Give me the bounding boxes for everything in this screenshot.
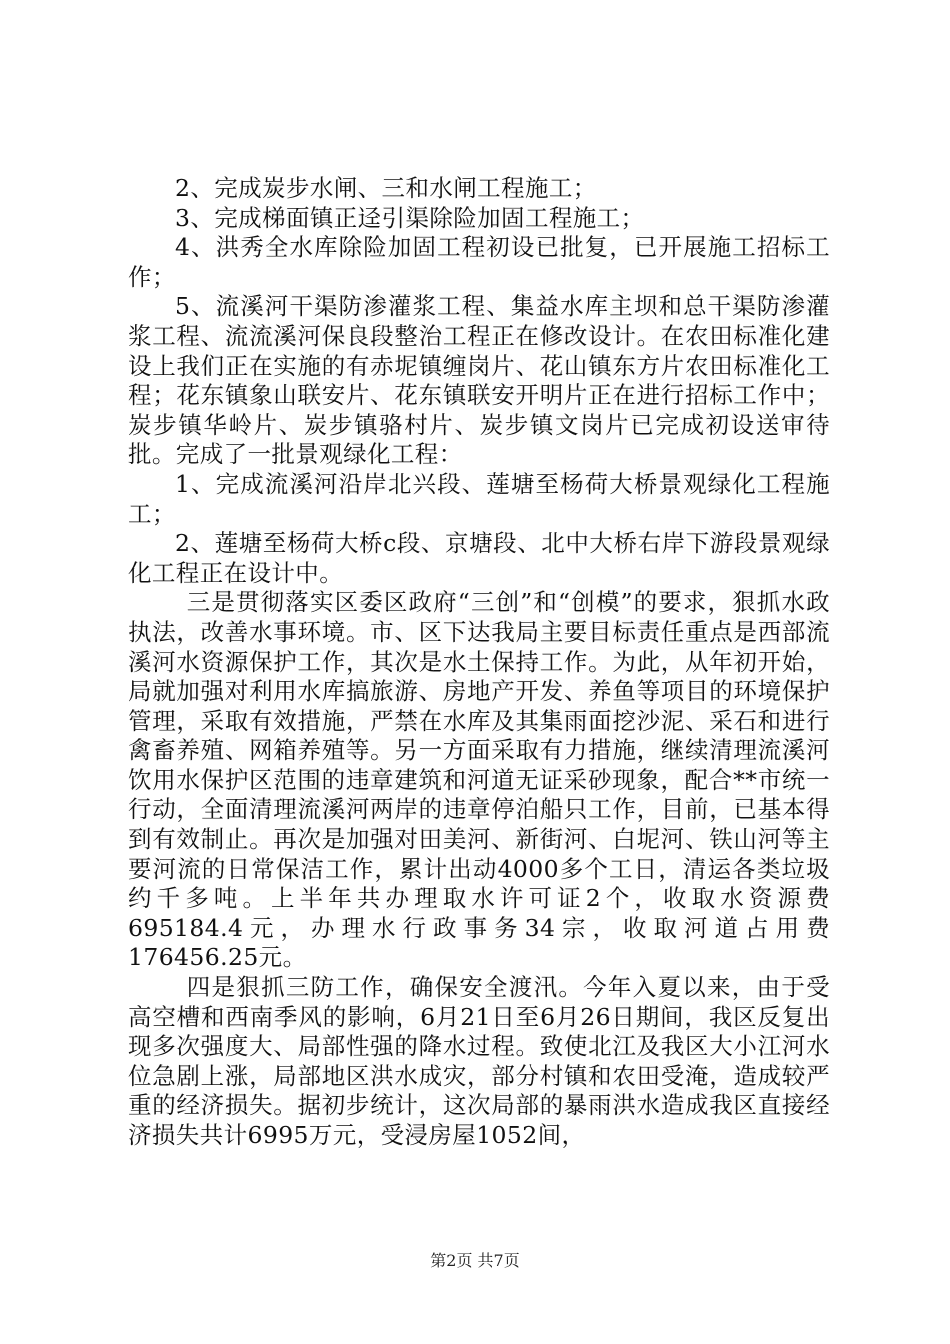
paragraph: 2、完成炭步水闸、三和水闸工程施工； [175, 174, 597, 202]
paragraph: 5、流溪河干渠防渗灌浆工程、集益水库主坝和总干渠防渗灌浆工程、流流溪河保良段整治工程正在修改设计。在农田标准化建设上我们正在实施的有赤坭镇缠岗片、花山镇东方片农田标准化工程；花东镇象山联安片、花东镇联安开明片正在进行招标工作中；炭步镇华岭片、炭步镇骆村片、炭步镇文岗片已完成初设送审待批。完成了一批景观绿化工程： [128, 292, 830, 469]
paragraph: 四是狠抓三防工作，确保安全渡汛。今年入夏以来，由于受高空槽和西南季风的影响，6月21日至6月26日期间，我区反复出现多次强度大、局部性强的降水过程。致使北江及我区大小江河水位急剧上涨，局部地区洪水成灾，部分村镇和农田受淹，造成较严重的经济损失。据初步统计，这次局部的暴雨洪水造成我区直接经济损失共计6995万元，受浸房屋1052间， [128, 973, 830, 1149]
document-body [128, 174, 830, 1151]
paragraph: 1、完成流溪河沿岸北兴段、莲塘至杨荷大桥景观绿化工程施工； [128, 469, 830, 528]
page-number-footer: 第2页 共7页 [430, 1251, 520, 1270]
paragraph: 三是贯彻落实区委区政府“三创”和“创模”的要求，狠抓水政执法，改善水事环境。市、区下达我局主要目标责任重点是西部流溪河水资源保护工作，其次是水土保持工作。为此，从年初开始，局就加强对利用水库搞旅游、房地产开发、养鱼等项目的环境保护管理，采取有效措施，严禁在水库及其集雨面挖沙泥、采石和进行禽畜养殖、网箱养殖等。另一方面采取有力措施，继续清理流溪河饮用水保护区范围的违章建筑和河道无证采砂现象，配合**市统一行动，全面清理流溪河两岸的违章停泊船只工作，目前，已基本得到有效制止。再次是加强对田美河、新街河、白坭河、铁山河等主要河流的日常保洁工作，累计出动4000多个工日，清运各类垃圾约千多吨。上半年共办理取水许可证2个，收取水资源费695184.4元，办理水行政事务34宗，收取河道占用费176456.25元。 [128, 588, 830, 972]
paragraph: 3、完成梯面镇正迳引渠除险加固工程施工； [175, 203, 645, 232]
paragraph: 4、洪秀全水库除险加固工程初设已批复，已开展施工招标工作； [128, 233, 830, 291]
paragraph: 2、莲塘至杨荷大桥c段、京塘段、北中大桥右岸下游段景观绿化工程正在设计中。 [128, 529, 830, 587]
